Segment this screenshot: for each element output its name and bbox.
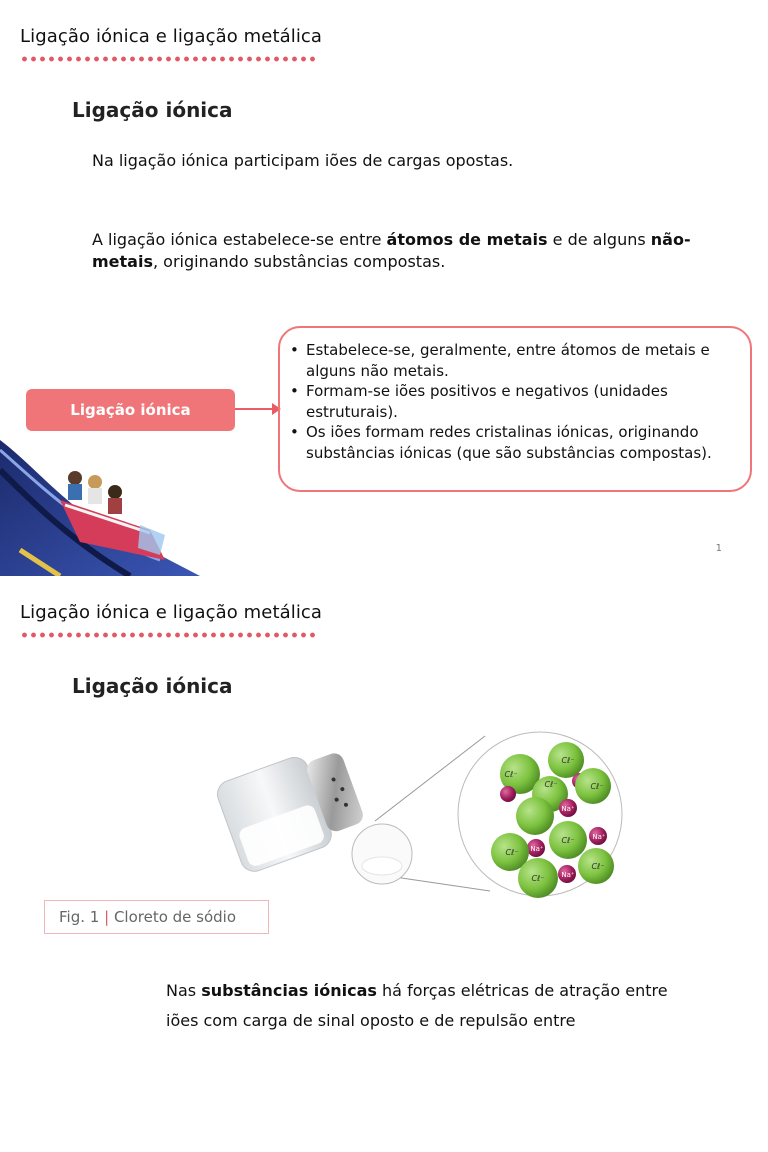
- section-title: Ligação iónica: [72, 98, 233, 122]
- paragraph-text: há forças elétricas de atração entre iões com carga de sinal oposto e de repulsão entre: [166, 981, 668, 1030]
- bold-term-metals: átomos de metais: [386, 230, 548, 249]
- sodium-ion-label: Na⁺: [561, 871, 575, 879]
- chloride-ion-label: Cℓ⁻: [505, 848, 519, 857]
- section-title: Ligação iónica: [72, 674, 233, 698]
- slide-header-title: Ligação iónica e ligação metálica: [20, 602, 323, 623]
- bold-term-ionic-substances: substâncias iónicas: [201, 981, 377, 1000]
- connector-arrow: [235, 408, 275, 410]
- list-item: • Os iões formam redes cristalinas iónicas, originando substâncias iónicas (que são substâncias compostas).: [290, 422, 736, 463]
- caption-separator: |: [104, 908, 110, 926]
- chloride-ion-label: Cℓ⁻: [561, 756, 575, 765]
- salt-shaker-crystal-illustration: [210, 716, 630, 916]
- chloride-ion-label: Cℓ⁻: [591, 862, 605, 871]
- slide-header-title: Ligação iónica e ligação metálica: [20, 26, 323, 47]
- figure-caption-text: Cloreto de sódio: [113, 908, 237, 926]
- sodium-ion-label: Na⁺: [592, 833, 606, 841]
- list-item: • Formam-se iões positivos e negativos (unidades estruturais).: [290, 381, 736, 422]
- characteristics-box: [278, 326, 752, 492]
- figure-number: Fig. 1: [59, 908, 100, 926]
- chloride-ion-label: Cℓ⁻: [590, 782, 604, 791]
- chloride-ion-label: Cℓ⁻: [544, 780, 558, 789]
- paragraph-definition-text: A ligação iónica estabelece-se entre: [92, 230, 387, 249]
- paragraph-intro: Na ligação iónica participam iões de cargas opostas.: [92, 151, 514, 170]
- dotted-divider: [20, 632, 318, 638]
- bold-term-nonmetals: não-metais: [92, 230, 691, 271]
- roller-coaster-illustration: [0, 430, 240, 576]
- slide-2: [0, 576, 768, 1152]
- paragraph-definition: [92, 229, 722, 273]
- chloride-ion-label: Cℓ⁻: [561, 836, 575, 845]
- characteristics-list: [290, 340, 736, 463]
- chloride-ion-label: Cℓ⁻: [531, 874, 545, 883]
- dotted-divider: [20, 56, 318, 62]
- paragraph-definition-text: e de alguns: [547, 230, 651, 249]
- figure-caption: [44, 900, 269, 934]
- page-number: 1: [715, 543, 722, 554]
- ionic-bond-label: Ligação iónica: [26, 389, 235, 431]
- paragraph-definition-text: , originando substâncias compostas.: [152, 252, 446, 271]
- chloride-ion-label: Cℓ⁻: [504, 770, 518, 779]
- paragraph-ionic-substances: [166, 976, 686, 1036]
- list-item: • Estabelece-se, geralmente, entre átomos de metais e alguns não metais.: [290, 340, 736, 381]
- sodium-ion-label: Na⁺: [530, 845, 544, 853]
- paragraph-text: Nas: [166, 981, 202, 1000]
- sodium-ion-label: Na⁺: [561, 805, 575, 813]
